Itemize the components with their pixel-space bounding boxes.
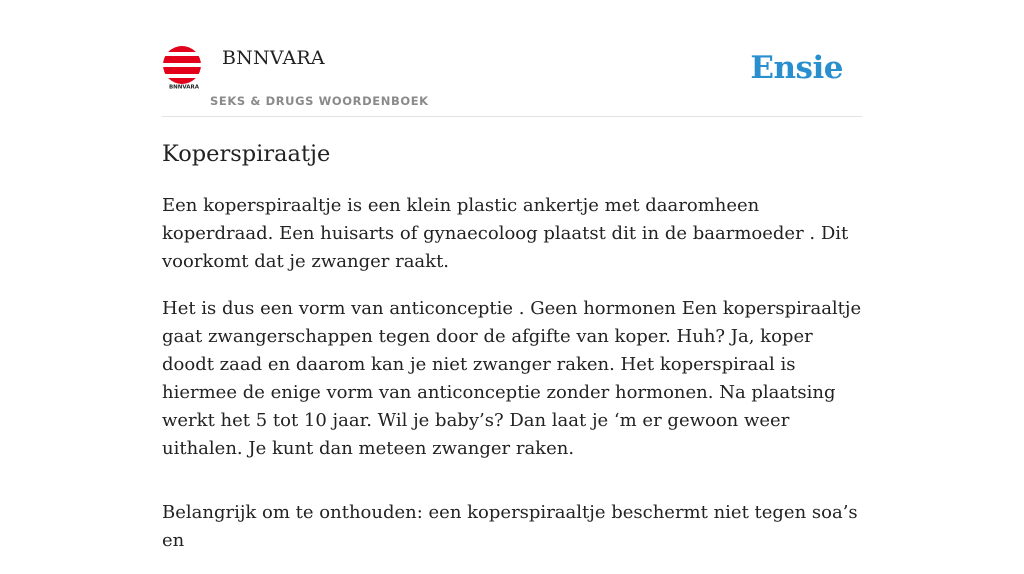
article-title: Koperspiraatje — [162, 141, 331, 167]
page-container — [162, 0, 862, 551]
paragraph: Belangrijk om te onthouden: een koperspiraaltje beschermt niet tegen soa’s en — [162, 502, 858, 551]
logo-text: BNNVARA — [168, 84, 200, 90]
header — [162, 0, 862, 117]
dictionary-subtitle[interactable]: SEKS & DRUGS WOORDENBOEK — [210, 94, 429, 108]
brand-name[interactable]: BNNVARA — [222, 47, 325, 69]
ensie-logo-link[interactable]: Ensie — [750, 50, 843, 86]
paragraph: Een koperspiraaltje is een klein plastic ankertje met daaromheen koperdraad. Een huisarts of gynaecoloog plaatst dit in de baarmoeder . Dit voorkomt dat je zwanger raakt. — [162, 195, 849, 272]
bnnvara-logo-icon[interactable] — [162, 46, 202, 90]
article-body — [162, 192, 862, 574]
paragraph: Het is dus een vorm van anticonceptie . Geen hormonen Een koperspiraaltje gaat zwangerschappen tegen door de afgifte van koper. Huh? Ja, koper doodt zaad en daarom kan je niet zwanger raken. Het koperspiraal is hiermee de enige vorm van anticonceptie zonder hormonen. Na plaatsing werkt het 5 tot 10 jaar. Wil je baby’s? Dan laat je ‘m er gewoon weer uithalen. Je kunt dan meteen zwanger raken. — [162, 298, 862, 459]
